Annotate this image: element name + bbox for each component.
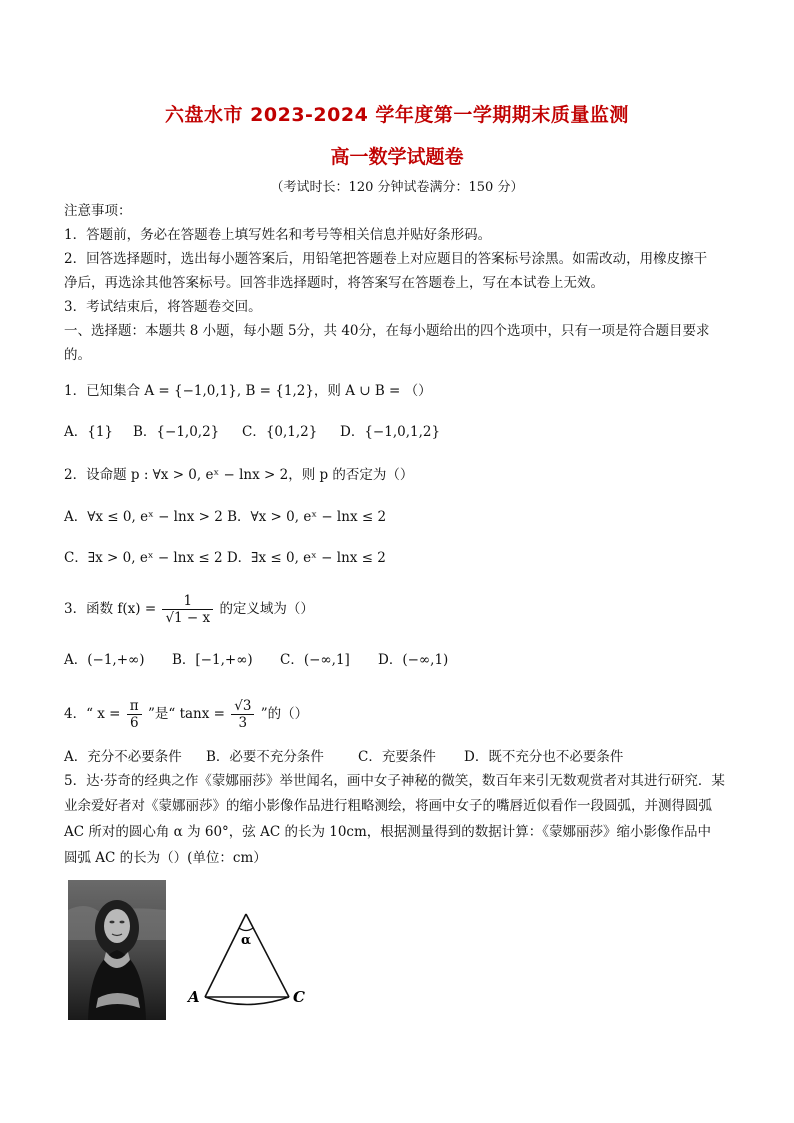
radius-line-left: [205, 914, 246, 997]
q1-option-c: C．{0,1,2}: [242, 424, 318, 440]
label-c: C: [293, 988, 305, 1006]
notes-heading: 注意事项：: [64, 203, 132, 219]
q4-option-d: D．既不充分也不必要条件: [464, 749, 624, 765]
q4-stem-mid: ”是“ tanx =: [147, 706, 225, 722]
q4-fraction-1-den: 6: [129, 715, 139, 731]
q1-stem: 1．已知集合 A = {−1,0,1}, B = {1,2}，则 A ∪ B = （）: [64, 383, 432, 399]
note-3: 3．考试结束后，将答题卷交回。: [64, 299, 262, 315]
q4-fraction-2-num: √3: [231, 698, 254, 715]
q4-stem-pre: 4．“ x =: [64, 706, 121, 722]
q5-line-4: 圆弧 AC 的长为（）(单位：cm）: [64, 850, 267, 866]
exam-meta: （考试时长：120 分钟试卷满分：150 分）: [270, 180, 524, 195]
q4-fraction-1-num: π: [127, 698, 142, 715]
label-a: A: [188, 988, 200, 1006]
q3-stem-pre: 3．函数 f(x) =: [64, 601, 157, 617]
mona-lisa-image: [68, 880, 166, 1020]
q4-fraction-2: [231, 698, 254, 731]
q4-stem-post: ”的（）: [260, 706, 309, 722]
q4-stem: [64, 697, 308, 731]
q3-option-d: D．(−∞,1): [378, 652, 449, 668]
q1-option-d: D．{−1,0,1,2}: [340, 424, 441, 440]
label-alpha: α: [240, 933, 252, 948]
q4-fraction-1: [127, 698, 142, 731]
section-1-instructions: 一、选择题：本题共 8 小题，每小题 5分，共 40分，在每小题给出的四个选项中，只有一项是符合题目要求: [64, 323, 710, 339]
q2-stem: 2．设命题 p : ∀x > 0, eˣ − lnx > 2，则 p 的否定为（）: [64, 467, 414, 483]
exam-subtitle: 高一数学试题卷: [330, 146, 464, 168]
q3-option-b: B．[−1,+∞): [172, 652, 253, 668]
q4-option-a: A．充分不必要条件: [64, 749, 182, 765]
q3-option-a: A．(−1,+∞): [64, 652, 145, 668]
q5-line-3: AC 所对的圆心角 α 为 60°，弦 AC 的长为 10cm，根据测量得到的数据计算：《蒙娜丽莎》缩小影像作品中: [64, 824, 712, 840]
q4-option-c: C．充要条件: [358, 749, 436, 765]
arc-ac: [205, 997, 289, 1005]
note-2b: 净后，再选涂其他答案标号。回答非选择题时，将答案写在答题卷上，写在本试卷上无效。: [64, 275, 604, 291]
note-2a: 2．回答选择题时，选出每小题答案后，用铅笔把答题卷上对应题目的答案标号涂黑。如需改动，用橡皮擦干: [64, 251, 708, 267]
q1-option-b: B．{−1,0,2}: [133, 424, 220, 440]
q3-option-c: C．(−∞,1]: [280, 652, 350, 668]
sector-diagram: [182, 900, 312, 1015]
section-1-instructions-cont: 的。: [64, 347, 91, 363]
radius-line-right: [246, 914, 289, 997]
q4-option-b: B．必要不充分条件: [206, 749, 324, 765]
q5-line-1: 5．达·芬奇的经典之作《蒙娜丽莎》举世闻名，画中女子神秘的微笑，数百年来引无数观赏者对其进行研究．某: [64, 773, 725, 789]
q2-options-ab: A．∀x ≤ 0, eˣ − lnx > 2 B．∀x > 0, eˣ − lnx ≤ 2: [64, 509, 387, 525]
angle-marker: [239, 928, 253, 931]
q2-options-cd: C．∃x > 0, eˣ − lnx ≤ 2 D．∃x ≤ 0, eˣ − lnx ≤ 2: [64, 550, 386, 566]
q5-line-2: 业余爱好者对《蒙娜丽莎》的缩小影像作品进行粗略测绘，将画中女子的嘴唇近似看作一段圆弧，并测得圆弧: [64, 798, 712, 814]
exam-title: 六盘水市 2023-2024 学年度第一学期期末质量监测: [165, 104, 629, 126]
q3-fraction-den: √1 − x: [165, 610, 211, 626]
q3-fraction: [162, 593, 213, 626]
q3-stem: [64, 592, 314, 626]
q3-fraction-num: 1: [162, 593, 213, 610]
q3-stem-post: 的定义域为（）: [219, 601, 314, 617]
q4-fraction-2-den: 3: [238, 715, 248, 731]
note-1: 1．答题前，务必在答题卷上填写姓名和考号等相关信息并贴好条形码。: [64, 227, 492, 243]
q1-option-a: A．{1}: [64, 424, 114, 440]
